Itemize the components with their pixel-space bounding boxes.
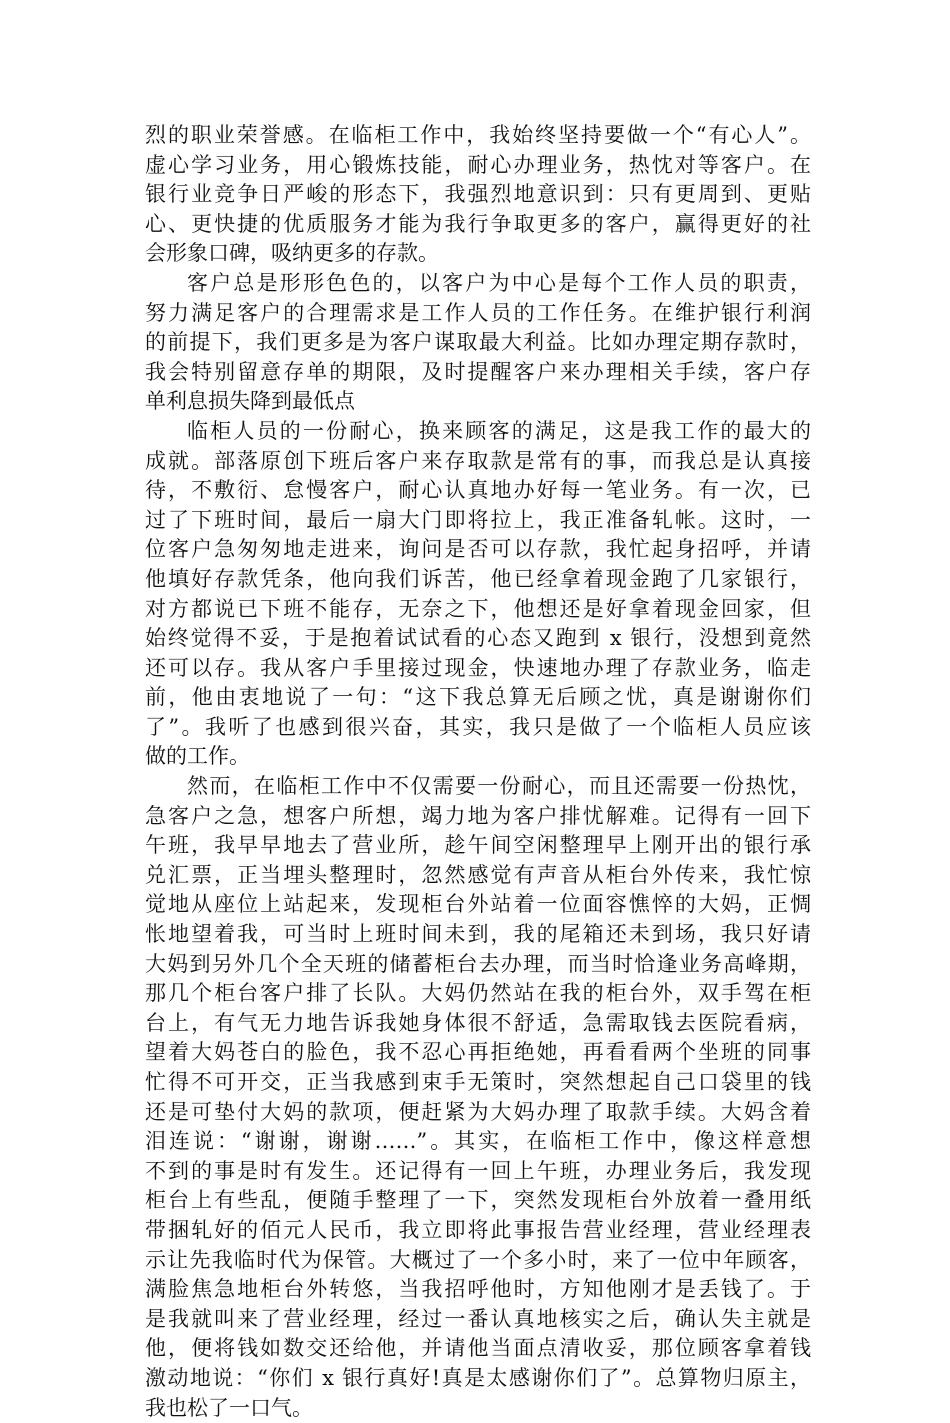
text-line: 前，他由衷地说了一句：“这下我总算无后顾之忧，真是谢谢你们 [145,685,811,710]
text-line: 带捆轧好的佰元人民币，我立即将此事报告营业经理，营业经理表 [145,1217,811,1242]
paragraph [145,269,811,417]
text-line: 满脸焦急地柜台外转悠，当我招呼他时，方知他刚才是丢钱了。于 [145,1277,811,1302]
text-line: 成就。部落原创下班后客户来存取款是常有的事，而我总是认真接 [145,448,811,473]
text-line: 那几个柜台客户排了长队。大妈仍然站在我的柜台外，双手驾在柜 [145,981,811,1006]
text-line: 我会特别留意存单的期限，及时提醒客户来办理相关手续，客户存 [145,359,811,384]
text-line: 他，便将钱如数交还给他，并请他当面点清收妥，那位顾客拿着钱 [145,1336,811,1361]
text-line: 做的工作。 [145,744,250,769]
text-line: 心、更快捷的优质服务才能为我行争取更多的客户，赢得更好的社 [145,211,811,236]
text-line: 大妈到另外几个全天班的储蓄柜台去办理，而当时恰逢业务高峰期， [145,951,811,976]
text-line: 柜台上有些乱，便随手整理了一下，突然发现柜台外放着一叠用纸 [145,1188,811,1213]
text-line: 临柜人员的一份耐心，换来顾客的满足，这是我工作的最大的 [187,418,811,443]
text-line: 虚心学习业务，用心锻炼技能，耐心办理业务，热忱对等客户。在 [145,152,811,177]
document-body [145,121,811,1423]
text-line: 然而，在临柜工作中不仅需要一份耐心，而且还需要一份热忱， [187,774,811,799]
text-line: 会形象口碑，吸纳更多的存款。 [145,241,439,266]
text-line: 忙得不可开交，正当我感到束手无策时，突然想起自己口袋里的钱 [145,1070,811,1094]
text-line: 还是可垫付大妈的款项，便赶紧为大妈办理了取款手续。大妈含着 [145,1099,811,1124]
text-line: 不到的事是时有发生。还记得有一回上午班，办理业务后，我发现 [145,1158,811,1183]
text-line: 怅地望着我，可当时上班时间未到，我的尾箱还未到场，我只好请 [145,922,811,947]
text-line: 单利息损失降到最低点 [145,389,355,414]
text-line: 激动地说：“你们 x 银行真好!真是太感谢你们了”。总算物归原主， [145,1365,811,1390]
paragraph [145,417,811,772]
text-line: 努力满足客户的合理需求是工作人员的工作任务。在维护银行利润 [145,300,811,325]
text-line: 示让先我临时代为保管。大概过了一个多小时，来了一位中年顾客， [145,1247,811,1272]
text-line: 泪连说：“谢谢，谢谢……”。其实，在临柜工作中，像这样意想 [145,1129,811,1154]
text-line: 兑汇票，正当埋头整理时，忽然感觉有声音从柜台外传来，我忙惊 [145,862,811,887]
text-line: 过了下班时间，最后一扇大门即将拉上，我正准备轧帐。这时，一 [145,507,811,532]
text-line: 始终觉得不妥，于是抱着试试看的心态又跑到 x 银行，没想到竟然 [145,626,811,651]
text-line: 待，不敷衍、怠慢客户，耐心认真地办好每一笔业务。有一次，已 [145,478,811,503]
text-line: 我也松了一口气。 [145,1395,313,1420]
text-line: 午班，我早早地去了营业所，趁午间空闲整理早上刚开出的银行承 [145,833,811,858]
text-line: 觉地从座位上站起来，发现柜台外站着一位面容憔悴的大妈，正惆 [145,892,811,917]
text-line: 客户总是形形色色的，以客户为中心是每个工作人员的职责， [187,270,811,295]
text-line: 台上，有气无力地告诉我她身体很不舒适，急需取钱去医院看病， [145,1010,811,1035]
text-line: 对方都说已下班不能存，无奈之下，他想还是好拿着现金回家，但 [145,596,811,621]
text-line: 是我就叫来了营业经理，经过一番认真地核实之后，确认失主就是 [145,1306,811,1331]
text-line: 望着大妈苍白的脸色，我不忍心再拒绝她，再看看两个坐班的同事 [145,1040,811,1065]
text-line: 他填好存款凭条，他向我们诉苦，他已经拿着现金跑了几家银行， [145,566,811,591]
paragraph [145,121,811,269]
text-line: 的前提下，我们更多是为客户谋取最大利益。比如办理定期存款时， [145,330,811,355]
text-line: 银行业竞争日严峻的形态下，我强烈地意识到：只有更周到、更贴 [145,182,811,207]
text-line: 位客户急匆匆地走进来，询问是否可以存款，我忙起身招呼，并请 [145,537,811,562]
text-line: 还可以存。我从客户手里接过现金，快速地办理了存款业务，临走 [145,655,811,680]
text-line: 烈的职业荣誉感。在临柜工作中，我始终坚持要做一个“有心人”。 [145,123,811,147]
paragraph [145,772,811,1423]
text-line: 急客户之急，想客户所想，竭力地为客户排忧解难。记得有一回下 [145,803,811,828]
text-line: 了”。我听了也感到很兴奋，其实，我只是做了一个临柜人员应该 [145,714,811,739]
